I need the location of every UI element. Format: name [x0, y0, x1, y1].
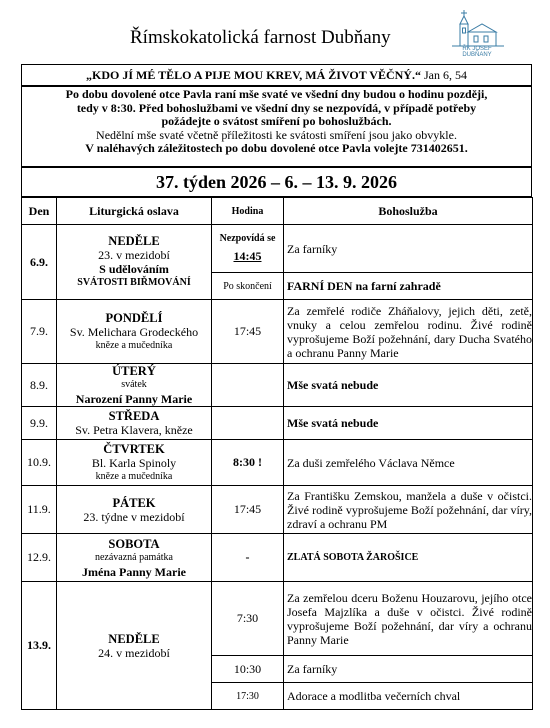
- liturgy-cell: [57, 486, 212, 534]
- day-cell: 10.9.: [22, 440, 57, 486]
- feast-sub: Sv. Petra Klavera, kněze: [75, 423, 193, 437]
- liturgy-cell: [57, 300, 212, 364]
- day-cell: 7.9.: [22, 300, 57, 364]
- day-cell: 12.9.: [22, 534, 57, 582]
- service-cell: Mše svatá nebude: [284, 364, 533, 407]
- service-cell: Za farníky: [284, 225, 533, 273]
- liturgy-cell: [57, 364, 212, 407]
- notice-line: Po dobu dovolené otce Pavla raní mše svaté ve všední dny budou o hodinu později,: [65, 87, 488, 101]
- bible-quote: [21, 64, 532, 86]
- service-cell: Adorace a modlitba večerních chval: [284, 683, 533, 710]
- time-value: 14:45: [233, 249, 262, 263]
- service-cell: ZLATÁ SOBOTA ŽAROŠICE: [284, 534, 533, 582]
- feast-sub: kněze a mučedníka: [95, 339, 173, 351]
- notice-line: V naléhavých záležitostech po dobu dovolené otce Pavla volejte 731402651.: [85, 141, 468, 155]
- logo-text: [444, 46, 510, 58]
- service-cell: Za Františku Zemskou, manžela a duše v očistci. Živé rodině vyprošujeme Boží požehnání, dar víry, zdraví a ochranu PM: [284, 486, 533, 534]
- time-cell: -: [212, 534, 284, 582]
- table-row: [22, 225, 533, 273]
- feast-name: STŘEDA: [108, 409, 160, 423]
- time-cell: [212, 364, 284, 407]
- day-cell: 9.9.: [22, 407, 57, 440]
- feast-name: NEDĚLE: [108, 234, 160, 248]
- time-cell: [212, 407, 284, 440]
- feast-sub: 24. v mezidobí: [98, 645, 170, 660]
- page-title: Římskokatolická farnost Dubňany: [130, 27, 391, 48]
- feast-extra: S udělováním: [99, 262, 169, 276]
- day-cell: 13.9.: [22, 582, 57, 710]
- liturgy-cell: [57, 407, 212, 440]
- time-note: Nezpovídá se: [219, 233, 276, 244]
- feast-sub: 23. týdne v mezidobí: [83, 509, 185, 524]
- vacation-notice: [21, 86, 532, 167]
- table-row: [22, 407, 533, 440]
- table-row: [22, 300, 533, 364]
- week-heading: 37. týden 2026 – 6. – 13. 9. 2026: [21, 167, 532, 197]
- feast-name: PÁTEK: [112, 495, 156, 510]
- header-day: Den: [22, 198, 57, 225]
- service-cell: Za zemřelou dceru Boženu Houzarovu, jejího otce Josefa Majzlíka a duše v očistci. Živé rodině vyprošujeme Boží požehnání, dar víry a ochranu Panny Marie: [284, 582, 533, 656]
- time-cell: Po skončení: [212, 273, 284, 300]
- day-cell: 11.9.: [22, 486, 57, 534]
- feast-sub: nezávazná památka: [94, 551, 173, 563]
- parish-logo: [444, 8, 510, 58]
- notice-line: požádejte o svátost smíření po bohoslužbách.: [161, 114, 392, 128]
- feast-sub: Bl. Karla Spinoly: [91, 455, 177, 470]
- feast-sub: Jména Panny Marie: [82, 564, 186, 579]
- table-header-row: [22, 198, 533, 225]
- feast-sub: 23. v mezidobí: [98, 248, 170, 262]
- time-cell: 17:30: [212, 683, 284, 710]
- quote-text: „KDO JÍ MÉ TĚLO A PIJE MOU KREV, MÁ ŽIVOT VĚČNÝ.“: [86, 68, 421, 82]
- header-hour: Hodina: [212, 198, 284, 225]
- service-cell: Za zemřelé rodiče Zháňalovy, jejich děti, zetě, vnuky a celou zemřelou rodinu. Živé rodině vyprošujeme Boží požehnání, dary Ducha Svatého a ochranu Panny Marie: [284, 300, 533, 364]
- feast-name: NEDĚLE: [108, 631, 160, 646]
- service-cell: FARNÍ DEN na farní zahradě: [284, 273, 533, 300]
- service-cell: Za farníky: [284, 656, 533, 683]
- liturgy-cell: [57, 582, 212, 710]
- service-cell: Za duši zemřelého Václava Němce: [284, 440, 533, 486]
- feast-sub: svátek: [121, 379, 147, 390]
- feast-name: ČTVRTEK: [103, 441, 165, 456]
- time-cell: [212, 225, 284, 273]
- schedule-table: [21, 197, 533, 710]
- liturgy-cell: [57, 440, 212, 486]
- feast-sub: Narození Panny Marie: [75, 392, 193, 406]
- feast-sub: kněze a mučedníka: [95, 470, 173, 482]
- time-cell: 17:45: [212, 300, 284, 364]
- logo-text-line2: DUBŇANY: [462, 52, 492, 58]
- day-cell: 8.9.: [22, 364, 57, 407]
- table-row: [22, 582, 533, 656]
- feast-extra: SVÁTOSTI BIŘMOVÁNÍ: [77, 277, 191, 288]
- day-cell: 6.9.: [22, 225, 57, 300]
- feast-name: SOBOTA: [108, 536, 160, 551]
- feast-name: PONDĚLÍ: [105, 310, 163, 325]
- table-row: [22, 440, 533, 486]
- feast-name: ÚTERÝ: [112, 364, 156, 378]
- liturgy-cell: [57, 534, 212, 582]
- feast-sub: Sv. Melichara Grodeckého: [69, 324, 199, 339]
- service-cell: Mše svatá nebude: [284, 407, 533, 440]
- notice-line: tedy v 8:30. Před bohoslužbami ve všední dny se nezpovídá, v případě potřeby: [76, 100, 477, 115]
- quote-reference: Jan 6, 54: [423, 68, 467, 82]
- notice-line: Nedělní mše svaté včetně příležitosti ke svátosti smíření jsou jako obvykle.: [96, 127, 457, 142]
- time-cell: 17:45: [212, 486, 284, 534]
- header-liturgy: Liturgická oslava: [57, 198, 212, 225]
- church-icon: [444, 8, 510, 48]
- liturgy-cell: [57, 225, 212, 300]
- time-cell: 7:30: [212, 582, 284, 656]
- table-row: [22, 486, 533, 534]
- logo-text-line1: ŘK JOSEF: [462, 46, 492, 52]
- time-cell: 10:30: [212, 656, 284, 683]
- header-service: Bohoslužba: [284, 198, 533, 225]
- table-row: [22, 364, 533, 407]
- time-cell: 8:30 !: [212, 440, 284, 486]
- table-row: [22, 534, 533, 582]
- page-header: [0, 0, 550, 64]
